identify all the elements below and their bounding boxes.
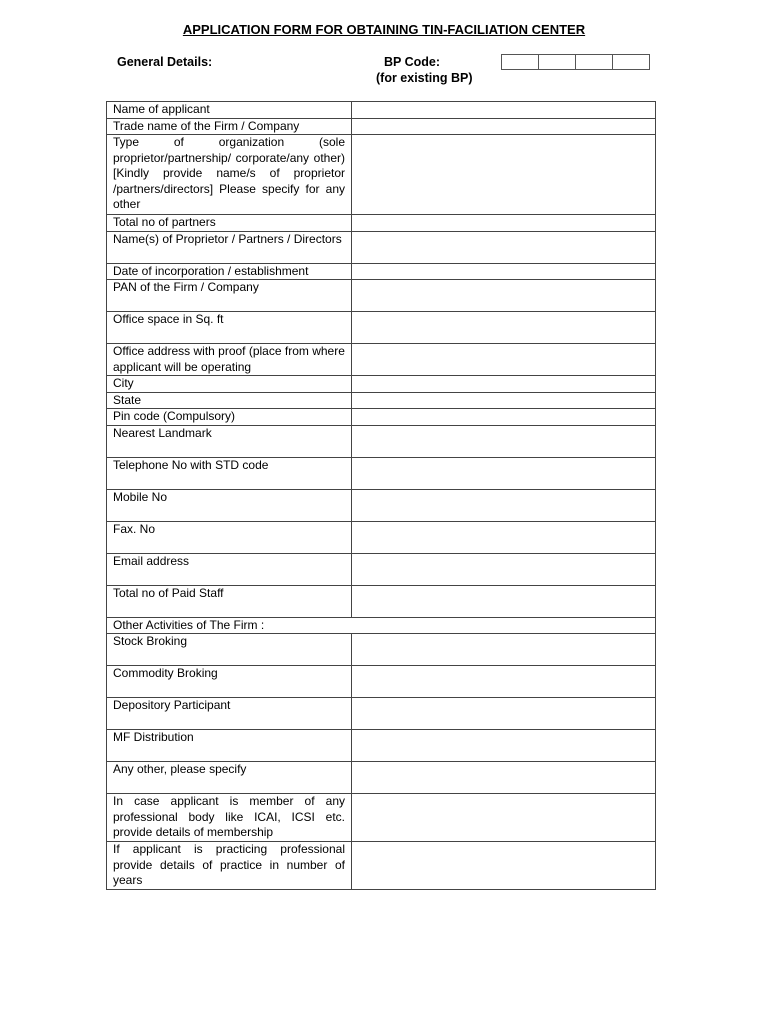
field-label: State <box>107 392 352 409</box>
field-label: Pin code (Compulsory) <box>107 409 352 426</box>
form-row <box>107 312 656 344</box>
field-label: If applicant is practicing professional provide details of practice in number of years <box>107 842 352 890</box>
general-details-label: General Details: <box>117 55 213 69</box>
field-value[interactable] <box>352 634 656 666</box>
field-value[interactable] <box>352 102 656 119</box>
form-row <box>107 118 656 135</box>
field-value[interactable] <box>352 263 656 280</box>
field-label: Total no of partners <box>107 215 352 232</box>
field-label: PAN of the Firm / Company <box>107 280 352 312</box>
field-label: Nearest Landmark <box>107 425 352 457</box>
field-value[interactable] <box>352 553 656 585</box>
form-row <box>107 135 656 215</box>
form-row <box>107 553 656 585</box>
field-label: Commodity Broking <box>107 666 352 698</box>
form-row <box>107 457 656 489</box>
form-section-row <box>107 617 656 634</box>
field-value[interactable] <box>352 457 656 489</box>
form-row <box>107 521 656 553</box>
field-label: Depository Participant <box>107 698 352 730</box>
form-title: APPLICATION FORM FOR OBTAINING TIN-FACILIATION CENTER <box>182 22 586 37</box>
form-row <box>107 634 656 666</box>
bp-code-label: BP Code: <box>384 55 441 69</box>
field-value[interactable] <box>352 762 656 794</box>
form-row <box>107 666 656 698</box>
bp-code-box[interactable] <box>613 55 649 69</box>
field-label: Any other, please specify <box>107 762 352 794</box>
form-row <box>107 730 656 762</box>
form-row <box>107 376 656 393</box>
field-label: In case applicant is member of any professional body like ICAI, ICSI etc. provide details of membership <box>107 794 352 842</box>
field-value[interactable] <box>352 344 656 376</box>
field-label: Type of organization (sole proprietor/partnership/ corporate/any other) [Kindly provide name/s of proprietor /partners/directors] Please specify for any other <box>107 135 352 215</box>
field-label: Office space in Sq. ft <box>107 312 352 344</box>
form-row <box>107 392 656 409</box>
field-label: Date of incorporation / establishment <box>107 263 352 280</box>
bp-code-sublabel: (for existing BP) <box>376 71 473 85</box>
field-label: Mobile No <box>107 489 352 521</box>
form-row <box>107 489 656 521</box>
field-value[interactable] <box>352 280 656 312</box>
field-label: Trade name of the Firm / Company <box>107 118 352 135</box>
field-value[interactable] <box>352 376 656 393</box>
field-value[interactable] <box>352 312 656 344</box>
field-value[interactable] <box>352 794 656 842</box>
form-row <box>107 425 656 457</box>
field-label: Name of applicant <box>107 102 352 119</box>
field-value[interactable] <box>352 409 656 426</box>
form-row <box>107 409 656 426</box>
field-value[interactable] <box>352 425 656 457</box>
form-row <box>107 698 656 730</box>
field-label: Total no of Paid Staff <box>107 585 352 617</box>
field-label: MF Distribution <box>107 730 352 762</box>
field-label: City <box>107 376 352 393</box>
bp-code-box[interactable] <box>576 55 613 69</box>
form-row <box>107 215 656 232</box>
form-row <box>107 344 656 376</box>
field-value[interactable] <box>352 231 656 263</box>
form-row <box>107 280 656 312</box>
bp-code-boxes <box>501 54 650 70</box>
form-row <box>107 102 656 119</box>
form-row <box>107 842 656 890</box>
form-row <box>107 231 656 263</box>
field-value[interactable] <box>352 135 656 215</box>
form-row <box>107 794 656 842</box>
form-row <box>107 263 656 280</box>
field-value[interactable] <box>352 392 656 409</box>
bp-code-box[interactable] <box>502 55 539 69</box>
field-label: Email address <box>107 553 352 585</box>
field-value[interactable] <box>352 698 656 730</box>
section-heading-other-activities: Other Activities of The Firm : <box>107 617 656 634</box>
field-value[interactable] <box>352 585 656 617</box>
field-value[interactable] <box>352 215 656 232</box>
field-label: Stock Broking <box>107 634 352 666</box>
field-value[interactable] <box>352 666 656 698</box>
bp-code-box[interactable] <box>539 55 576 69</box>
field-value[interactable] <box>352 118 656 135</box>
field-label: Fax. No <box>107 521 352 553</box>
field-value[interactable] <box>352 489 656 521</box>
field-value[interactable] <box>352 730 656 762</box>
form-row <box>107 585 656 617</box>
field-label: Office address with proof (place from where applicant will be operating <box>107 344 352 376</box>
form-row <box>107 762 656 794</box>
field-value[interactable] <box>352 521 656 553</box>
field-value[interactable] <box>352 842 656 890</box>
field-label: Name(s) of Proprietor / Partners / Directors <box>107 231 352 263</box>
field-label: Telephone No with STD code <box>107 457 352 489</box>
application-form-table <box>106 101 656 890</box>
